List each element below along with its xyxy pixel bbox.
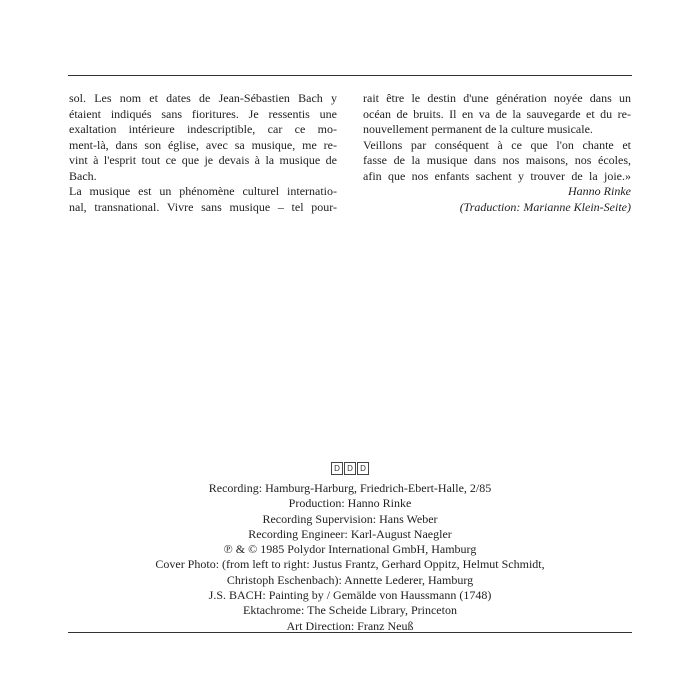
text-line: vint à l'esprit tout ce que je devais à la musique de: [69, 153, 337, 167]
top-rule: [68, 75, 632, 76]
author-signature: Hanno Rinke: [568, 184, 631, 198]
text-line: afin que nos enfants sachent y trouver de la joie.»: [363, 168, 631, 183]
credit-line: J.S. BACH: Painting by / Gemälde von Haussmann (1748): [208, 588, 492, 603]
text-line: rait être le destin d'une génération noyée dans un: [363, 91, 631, 105]
ddd-letter: D: [331, 462, 343, 475]
ddd-letter: D: [344, 462, 356, 475]
text-line: nouvellement permanent de la culture musicale.: [363, 122, 593, 136]
text-line: fasse de la musique dans nos maisons, nos écoles,: [363, 153, 631, 167]
translator-credit: (Traduction: Marianne Klein-Seite): [459, 199, 631, 214]
text-line: sol. Les nom et dates de Jean-Sébastien Bach y: [69, 91, 337, 105]
right-text-column: [363, 91, 631, 215]
credit-line: Production: Hanno Rinke: [288, 496, 412, 511]
credits-block: [130, 481, 570, 634]
text-line: Veillons par conséquent à ce que l'on chante et: [363, 137, 631, 152]
credit-line: Ektachrome: The Scheide Library, Princeton: [243, 603, 457, 618]
text-line: nal, transnational. Vivre sans musique – tel pour-: [69, 199, 337, 214]
left-text-column: [69, 91, 337, 215]
bottom-rule: [68, 632, 632, 633]
credit-line: Christoph Eschenbach): Annette Lederer, Hamburg: [226, 572, 474, 587]
text-line: étaient indiqués sans fioritures. Je ressentis une: [69, 106, 337, 121]
text-line: exaltation intérieure indescriptible, car ce mo-: [69, 122, 337, 136]
credit-line: ℗ & © 1985 Polydor International GmbH, Hamburg: [223, 542, 477, 557]
ddd-letter: D: [357, 462, 369, 475]
credit-line: Recording: Hamburg-Harburg, Friedrich-Ebert-Halle, 2/85: [208, 481, 492, 495]
credit-line: Recording Engineer: Karl-August Naegler: [248, 526, 452, 541]
credit-line: Art Direction: Franz Neuß: [286, 618, 414, 633]
text-line: ment-là, dans son église, avec sa musique, me re-: [69, 137, 337, 152]
credit-line: Cover Photo: (from left to right: Justus Frantz, Gerhard Oppitz, Helmut Schmidt,: [155, 557, 545, 572]
text-line: La musique est un phénomène culturel internatio-: [69, 184, 337, 198]
credit-line: Recording Supervision: Hans Weber: [262, 511, 438, 526]
text-line: océan de bruits. Il en va de la sauvegarde et du re-: [363, 106, 631, 121]
ddd-badge: [331, 462, 370, 475]
text-line: Bach.: [69, 168, 97, 183]
